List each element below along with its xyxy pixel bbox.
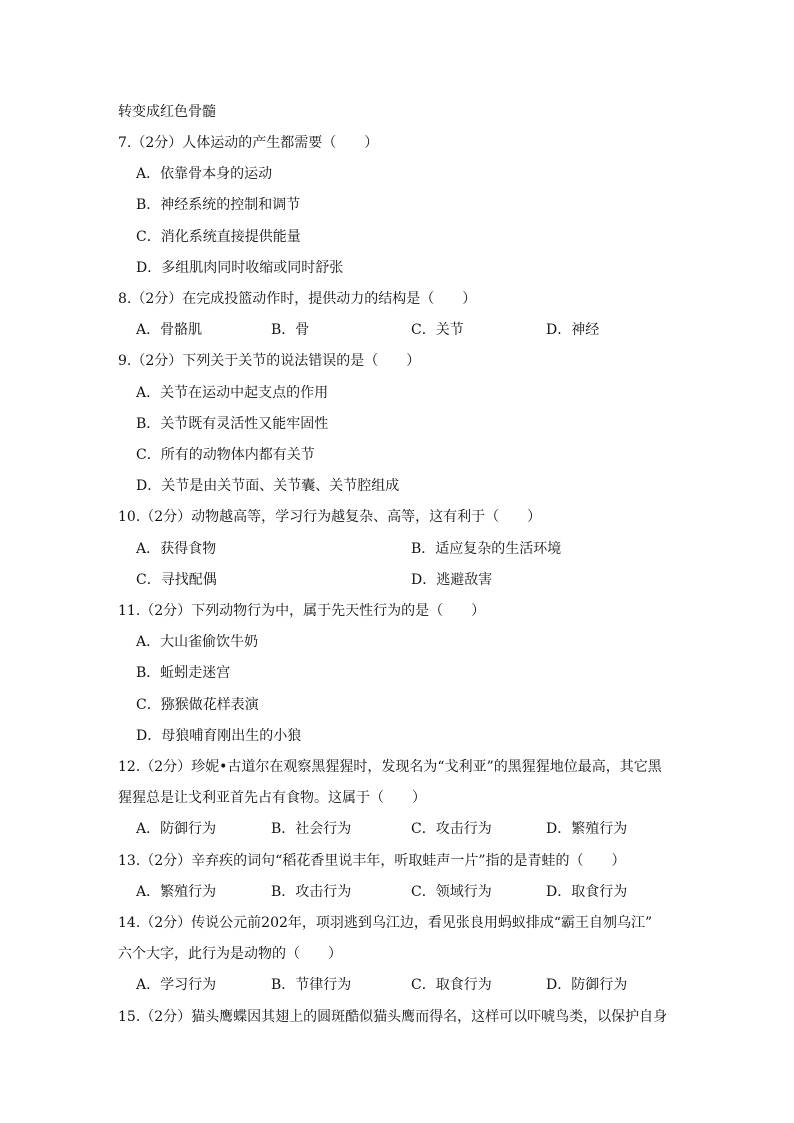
option-11a: A．大山雀偷饮牛奶 (136, 634, 259, 650)
question-11: 11.（2分）下列动物行为中，属于先天性行为的是（ ） (118, 603, 486, 619)
option-9c: C．所有的动物体内都有关节 (136, 447, 315, 463)
option-11c: C．猕猴做花样表演 (136, 697, 259, 713)
question-10: 10.（2分）动物越高等，学习行为越复杂、高等，这有利于（ ） (118, 509, 542, 525)
option-14a: A．学习行为 (136, 977, 217, 993)
question-13: 13.（2分）辛弃疾的词句“稻花香里说丰年，听取蛙声一片”指的是青蛙的（ ） (118, 853, 626, 869)
option-11b: B．蚯蚓走迷宫 (136, 665, 231, 681)
option-8c: C．关节 (411, 322, 464, 338)
question-15: 15.（2分）猫头鹰蝶因其翅上的圆斑酷似猫头鹰而得名，这样可以吓唬鸟类，以保护自身 (118, 1009, 668, 1025)
option-8a: A．骨骼肌 (136, 322, 203, 338)
option-7c: C．消化系统直接提供能量 (136, 229, 301, 245)
option-13c: C．领域行为 (411, 884, 492, 900)
option-13b: B．攻击行为 (271, 884, 352, 900)
option-14c: C．取食行为 (411, 977, 492, 993)
option-12d: D．繁殖行为 (546, 821, 628, 837)
option-10a: A．获得食物 (136, 541, 217, 557)
option-7b: B．神经系统的控制和调节 (136, 197, 301, 213)
option-13a: A．繁殖行为 (136, 884, 217, 900)
option-10d: D．逃避敌害 (411, 572, 493, 588)
option-12b: B．社会行为 (271, 821, 352, 837)
option-10b: B．适应复杂的生活环境 (411, 541, 562, 557)
option-13d: D．取食行为 (546, 884, 628, 900)
option-7d: D．多组肌肉同时收缩或同时舒张 (136, 260, 344, 276)
question-9: 9.（2分）下列关于关节的说法错误的是（ ） (118, 353, 421, 369)
question-8: 8.（2分）在完成投篮动作时，提供动力的结构是（ ） (118, 291, 477, 307)
option-8d: D．神经 (546, 322, 600, 338)
question-14-line1: 14.（2分）传说公元前202年，项羽逃到乌江边，看见张良用蚂蚁排成“霸王自刎乌江” (118, 915, 653, 931)
option-9b: B．关节既有灵活性又能牢固性 (136, 416, 329, 432)
option-9a: A．关节在运动中起支点的作用 (136, 385, 329, 401)
option-10c: C．寻找配偶 (136, 572, 217, 588)
option-7a: A．依靠骨本身的运动 (136, 166, 273, 182)
option-12a: A．防御行为 (136, 821, 217, 837)
option-11d: D．母狼哺育刚出生的小狼 (136, 728, 302, 744)
option-12c: C．攻击行为 (411, 821, 492, 837)
question-14-line2: 六个大字，此行为是动物的（ ） (118, 946, 342, 962)
question-12-line2: 猩猩总是让戈利亚首先占有食物。这属于（ ） (118, 790, 426, 806)
option-9d: D．关节是由关节面、关节囊、关节腔组成 (136, 478, 400, 494)
question-12-line1: 12.（2分）珍妮•古道尔在观察黑猩猩时，发现名为“戈利亚”的黑猩猩地位最高，其它黑 (118, 759, 662, 775)
option-14b: B．节律行为 (271, 977, 352, 993)
option-8b: B．骨 (271, 322, 310, 338)
question-7: 7.（2分）人体运动的产生都需要（ ） (118, 135, 379, 151)
option-14d: D．防御行为 (546, 977, 628, 993)
intro-line: 转变成红色骨髓 (118, 104, 216, 120)
